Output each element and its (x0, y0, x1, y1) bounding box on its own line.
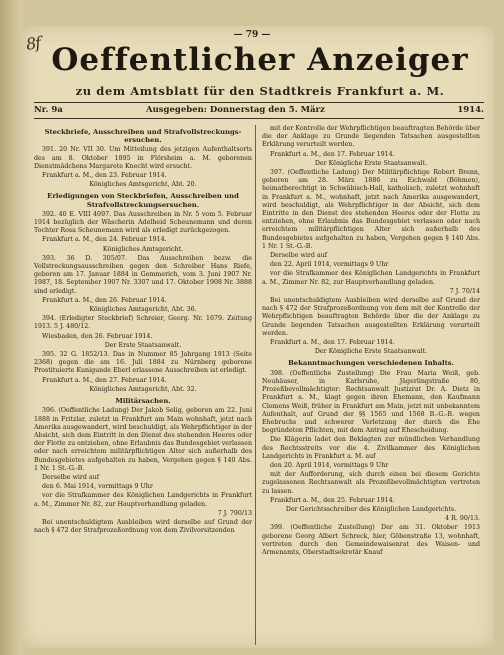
paragraph: Bei unentschuldigtem Ausbleiben wird derselbe auf Grund der nach § 472 der Strafprozeßordnung von dem Zivilvorsitzenden (34, 518, 252, 535)
paragraph: 397. (Oeffentliche Ladung) Der Militärpflichtige Robert Brenn, geboren am 28. März 1886 zu Eichwald (Böhmen), heimatberechtigt in Schwäbisch-Hall, katholisch, zuletzt wohnhaft in Frankfurt a. M., wohnhaft, jetzt nach Amerika ausgewandert, wird beschuldigt, als Wehrpflichtiger in der Absicht, sich dem Eintritte in den Dienst des stehenden Heeres oder der Flotte zu entziehen, ohne Erlaubnis das Bundesgebiet verlassen oder nach erreichtem militärpflichtigen Alter sich außerhalb des Bundesgebietes aufgehalten zu haben, Vergehen gegen § 140 Abs. 1 Nr. 1 St.-G.-B. (262, 169, 480, 250)
paragraph: Frankfurt a. M., den 23. Februar 1914. (42, 172, 167, 180)
paragraph: 395. 32 G. 1852/13. Das in Nummer 85 Jahrgang 1913 (Seite 2368) gegen die am 16. Juli 1884 zu Nürnberg geborene Prostituierte Kunigunde Eberl erlassene Ausschreiben ist erledigt. (34, 351, 252, 375)
paragraph: vor die Strafkammer des Königlichen Landgerichts in Frankfurt a. M., Zimmer Nr. 82, zur Hauptverhandlung geladen. (34, 492, 252, 508)
section-heading: Steckbriefe, Ausschreiben und Strafvollstreckungs-ersuchen. (44, 128, 242, 145)
paragraph: Frankfurt a. M., den 25. Februar 1914. (270, 496, 395, 504)
left-column (34, 125, 252, 536)
issue-year: 1914. (457, 105, 484, 115)
paragraph: 399. (Oeffentliche Zustellung) Der am 31. Oktober 1913 geborene Georg Albert Schreck, hier, Göbenstraße 13, wohnhaft, vertreten durch den Gemeindewaisenrat des Waisen- und Armenamts, Oberstadtsekretär Knauf (262, 524, 480, 556)
page-number: — 79 — (233, 30, 271, 40)
paragraph: Frankfurt a. M., den 26. Februar 1914. (42, 296, 167, 304)
signature-line: Königliches Amtsgericht. (102, 245, 184, 253)
paragraph: Bei unentschuldigtem Ausbleiben wird derselbe auf Grund der nach § 472 der Strafprozeßordnung von dem mit der Kontrolle der Wehrpflichtigen beauftragten Behörde über die der Anklage zu Grunde liegenden Tatsachen ausgestellten Erklärung verurteilt werden. (262, 297, 480, 337)
paragraph: Frankfurt a. M., den 17. Februar 1914. (270, 150, 395, 158)
paragraph: mit der Aufforderung, sich durch einen bei diesem Gerichte zugelassenen Rechtsanwalt als Prozeßbevollmächtigten vertreten zu lassen. (262, 471, 480, 495)
paragraph: Die Klägerin ladet den Beklagten zur mündlichen Verhandlung des Rechtsstreits vor die 4. Zivilkammer des Königlichen Landgerichts in Frankfurt a. M. auf (262, 436, 480, 460)
signature-line: Der Königliche Erste Staatsanwalt. (314, 348, 428, 356)
paragraph: 393. 36 D. 305/07. Das Ausschreiben bezw. die Vollstreckungsausschreiben gegen den Schreiber Hans Riefe, geboren am 17. Januar 1884 in Gemmerich, vom 3. Juni 1907 Nr. 1987, 18. September 1907 Nr. 3307 und 17. Oktober 1908 Nr. 3888 sind erledigt. (34, 254, 252, 295)
issue-number: Nr. 9a (34, 105, 63, 115)
paragraph: den 20. April 1914, vormittags 9 Uhr (270, 461, 389, 469)
masthead-title: Oeffentlicher Anzeiger (51, 42, 469, 78)
signature-line: Der Gerichtsschreiber des Königlichen Landgerichts. (285, 505, 457, 513)
paragraph: mit der Kontrolle der Wehrpflichtigen beauftragten Behörde über die der Anklage zu Grunde liegenden Tatsachen ausgestellten Erklärung verurteilt werden. (262, 125, 480, 149)
signature-line: Königliches Amtsgericht, Abt. 32. (89, 385, 197, 393)
signature-line: Königliches Amtsgericht, Abt. 36. (89, 306, 197, 314)
handwritten-mark: 8f (24, 33, 42, 54)
header-rule-top (34, 102, 484, 103)
signature-line: Der Erste Staatsanwalt. (104, 341, 182, 349)
section-heading: Erledigungen von Steckbriefen, Ausschreiben und Strafvollstreckungsersuchen. (47, 192, 239, 209)
paragraph: 4 R. 90/13. (445, 515, 480, 523)
paragraph: Derselbe wird auf (42, 473, 100, 481)
paragraph: 7 J. 790/13 (217, 509, 252, 517)
section-heading: Bekanntmachungen verschiedenen Inhalts. (288, 359, 454, 368)
paragraph: den 22. April 1914, vormittags 9 Uhr (270, 261, 389, 269)
paragraph: Wiesbaden, den 26. Februar 1914. (42, 332, 153, 340)
paragraph: den 6. Mai 1914, vormittags 9 Uhr (42, 483, 153, 491)
column-divider (255, 125, 256, 645)
paragraph: 391. 20 Nr. VII 30. Um Mitteilung des jetzigen Aufenthaltsorts des am 8. Oktober 1895 in Flörsheim a. M. geborenen Dienstmädchens Margarete Knecht wird ersucht. (34, 146, 252, 170)
section-heading: Militärsachen. (115, 397, 171, 406)
paragraph: Derselbe wird auf (270, 252, 328, 260)
issue-date: Ausgegeben: Donnerstag den 5. März (146, 105, 325, 115)
paragraph: 7 J. 70/14 (449, 287, 480, 295)
paragraph: Frankfurt a. M., den 24. Februar 1914. (42, 236, 167, 244)
header-rule-bottom (34, 118, 484, 119)
paragraph: 396. (Oeffentliche Ladung) Der Jakob Selig, geboren am 22. Juni 1888 in Fritzlar, zuletzt in Frankfurt am Main wohnhaft, jetzt nach Amerika ausgewandert, wird beschuldigt, als Wehrpflichtiger in der Absicht, sich dem Eintritt in den Dienst des stehenden Heeres oder der Flotte zu entziehen, ohne Erlaubnis das Bundesgebiet verlassen oder nach erreichtem militärpflichtigen Alter sich außerhalb des Bundesgebietes aufgehalten zu haben, Vergehen gegen § 140 Abs. 1 Nr. 1 St.-G.-B. (34, 407, 252, 472)
paragraph: 398. (Oeffentliche Zustellung) Die Frau Maria Weiß, geb. Neuhäuser, in Karlsruhe, Jägerlingstraße 80, Prozeßbevollmächtigter: Rechtsanwalt Justizrat Dr. A. Dietz in Frankfurt a. M., klagt gegen ihren Ehemann, den Kaufmann Clemens Weiß, früher in Frankfurt am Main, jetzt mit unbekanntem Aufenthalt, auf Grund der §§ 1565 und 1568 B.-G.-B. wegen Ehebruchs und schwerer Verletzung der durch die Ehe begründeten Pflichten, mit dem Antrag auf Ehescheidung. (262, 369, 480, 435)
paragraph: 394. (Erledigter Steckbrief) Schreier, Georg. Nr. 1679. Zeitung 1913. 5 J. 480/12. (34, 315, 252, 331)
right-column (262, 125, 480, 558)
signature-line: Königliches Amtsgericht, Abt. 20. (89, 181, 197, 189)
signature-line: Der Königliche Erste Staatsanwalt. (314, 159, 428, 167)
paragraph: Frankfurt a. M., den 27. Februar 1914. (42, 376, 167, 384)
paragraph: Frankfurt a. M., den 17. Februar 1914. (270, 339, 395, 347)
masthead-subtitle: zu dem Amtsblatt für den Stadtkreis Frankfurt a. M. (75, 84, 445, 98)
page-binding-edge (0, 0, 22, 655)
paragraph: 392. 40 E. VIII 4097. Das Ausschreiben in Nr. 5 vom 5. Februar 1914 bezüglich der Wäscherin Adelheid Scheunemann und deren Tochter Rosa Scheunemann wird als erledigt zurückgezogen. (34, 210, 252, 235)
paragraph: vor die Strafkammer des Königlichen Landgerichts in Frankfurt a. M., Zimmer Nr. 82, zur Hauptverhandlung geladen. (262, 270, 480, 286)
